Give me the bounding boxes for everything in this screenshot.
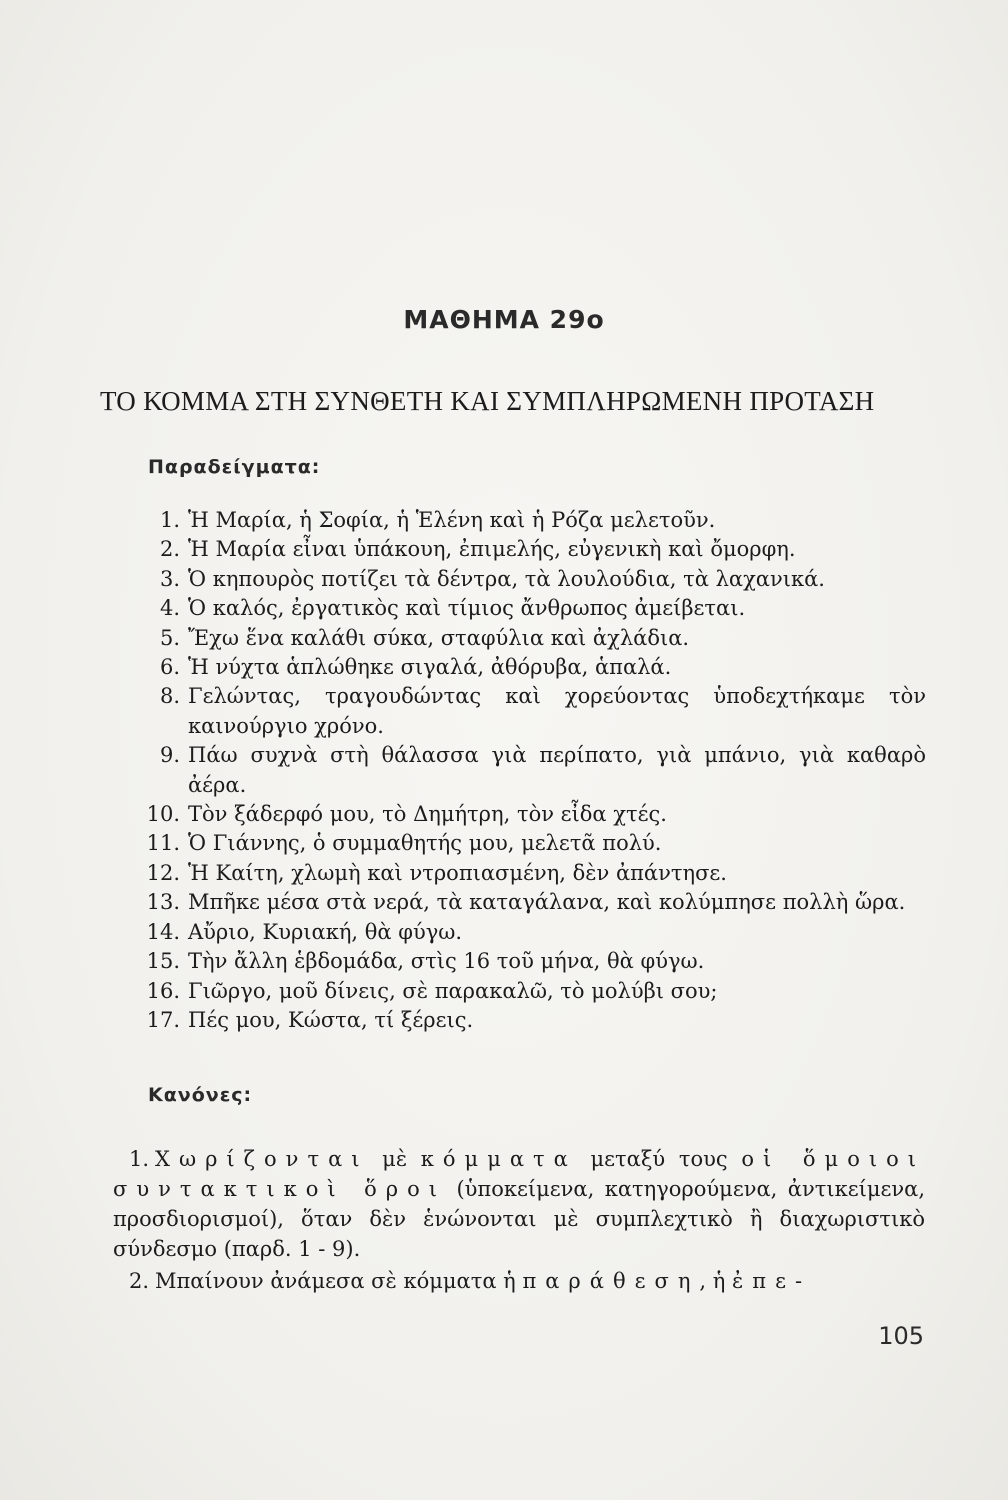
- example-number: 15.: [146, 949, 180, 974]
- example-text: Ἡ νύχτα ἁπλώθηκε σιγαλά, ἀθόρυβα, ἁπαλά.: [188, 655, 672, 680]
- example-number: 13.: [146, 890, 180, 915]
- rule-2-plain-a: Μπαίνουν ἀνάμεσα σὲ κόμματα ἡ: [155, 1269, 516, 1293]
- example-number: 16.: [146, 978, 180, 1003]
- example-item: [136, 741, 926, 800]
- lesson-title: ΜΑΘΗΜΑ 29ο: [403, 305, 605, 334]
- example-text: Ἡ Καίτη, χλωμὴ καὶ ντροπιασμένη, δὲν ἀπάντησε.: [188, 860, 727, 885]
- rule-2-spaced-b: ἐπε-: [732, 1269, 812, 1293]
- example-number: 12.: [146, 860, 180, 885]
- rule-1-rest: (ὑποκείμενα, κατηγορούμενα, ἀντικείμενα, προσδιορισμοί), ὅταν δὲν ἑνώνονται μὲ συμπλεχτικὸ ἢ διαχωριστικὸ σύνδεσμο (παρδ. 1 - 9).: [113, 1177, 925, 1261]
- example-number: 3.: [159, 566, 180, 591]
- example-number: 2.: [159, 537, 180, 562]
- rules-label: Κανόνες:: [148, 1084, 253, 1106]
- section-title: ΤΟ ΚΟΜΜΑ ΣΤΗ ΣΥΝΘΕΤΗ ΚΑΙ ΣΥΜΠΛΗΡΩΜΕΝΗ ΠΡΟΤΑΣΗ: [100, 386, 875, 416]
- example-number: 17.: [146, 1007, 180, 1032]
- example-item: [136, 859, 926, 888]
- rules-block: [113, 1144, 925, 1298]
- example-item: [136, 682, 926, 741]
- example-item: [136, 947, 926, 976]
- example-text: Αὔριο, Κυριακή, θὰ φύγω.: [188, 919, 463, 944]
- example-number: 10.: [146, 802, 180, 827]
- example-item: [136, 918, 926, 947]
- example-number: 8.: [159, 684, 180, 709]
- example-text: Ἡ Μαρία, ἡ Σοφία, ἡ Ἑλένη καὶ ἡ Ρόζα μελετοῦν.: [188, 508, 716, 532]
- example-number: 6.: [159, 655, 180, 680]
- rule-1: [113, 1144, 925, 1264]
- example-item: [136, 829, 926, 858]
- example-item: [136, 535, 926, 564]
- example-number: 14.: [146, 919, 180, 944]
- example-number: 5.: [159, 625, 180, 650]
- rule-1-spaced-b: κόμματα: [420, 1147, 577, 1171]
- example-text: Μπῆκε μέσα στὰ νερά, τὰ καταγάλανα, καὶ κολύμπησε πολλὴ ὥρα.: [188, 890, 906, 915]
- example-number: 9.: [159, 743, 180, 768]
- rule-number: 1.: [128, 1147, 149, 1171]
- example-item: [136, 565, 926, 594]
- example-number: 11.: [146, 831, 180, 856]
- example-item: [136, 624, 926, 653]
- example-number: 4.: [159, 596, 180, 621]
- page-number: 105: [878, 1322, 924, 1350]
- rule-2: [113, 1266, 925, 1296]
- example-item: [136, 594, 926, 623]
- example-text: Ὁ καλός, ἐργατικὸς καὶ τίμιος ἄνθρωπος ἀμείβεται.: [188, 596, 746, 621]
- rule-number: 2.: [128, 1269, 149, 1293]
- rule-1-plain-a: μὲ: [382, 1147, 408, 1171]
- example-text: Τὸν ξάδερφό μου, τὸ Δημήτρη, τὸν εἶδα χτές.: [188, 802, 667, 827]
- example-item: [136, 653, 926, 682]
- examples-label: Παραδείγματα:: [148, 456, 321, 478]
- example-text: Ἡ Μαρία εἶναι ὑπάκουη, ἐπιμελής, εὐγενικὴ καὶ ὄμορφη.: [188, 537, 796, 562]
- example-item: [136, 800, 926, 829]
- example-number: 1.: [159, 508, 180, 532]
- rule-2-spaced-a: παράθεση: [522, 1269, 700, 1293]
- rule-2-plain-b: , ἡ: [699, 1269, 726, 1293]
- example-text: Ὁ Γιάννης, ὁ συμμαθητής μου, μελετᾶ πολύ.: [188, 831, 662, 856]
- example-text: Ὁ κηπουρὸς ποτίζει τὰ δέντρα, τὰ λουλούδια, τὰ λαχανικά.: [188, 566, 825, 591]
- example-item: [136, 977, 926, 1006]
- rule-1-plain-b: μεταξύ τους: [590, 1147, 728, 1171]
- example-text: Τὴν ἄλλη ἑβδομάδα, στὶς 16 τοῦ μήνα, θὰ φύγω.: [188, 949, 705, 974]
- rule-1-spaced-a: Χωρίζονται: [155, 1147, 369, 1171]
- example-text: Πάω συχνὰ στὴ θάλασσα γιὰ περίπατο, γιὰ μπάνιο, γιὰ καθαρὸ ἀέρα.: [188, 743, 926, 797]
- example-text: Γελώντας, τραγουδώντας καὶ χορεύοντας ὑποδεχτήκαμε τὸν καινούργιο χρόνο.: [188, 684, 926, 738]
- examples-list: [136, 506, 926, 1035]
- example-item: [136, 506, 926, 535]
- rule-1-spaced-c: οἱ ὅμοιοι συντακτικοὶ ὅροι: [113, 1147, 925, 1201]
- example-text: Ἔχω ἕνα καλάθι σύκα, σταφύλια καὶ ἀχλάδια.: [188, 625, 690, 650]
- example-item: [136, 1006, 926, 1035]
- example-text: Πές μου, Κώστα, τί ξέρεις.: [188, 1007, 474, 1032]
- example-text: Γιῶργο, μοῦ δίνεις, σὲ παρακαλῶ, τὸ μολύβι σου;: [188, 978, 718, 1003]
- example-item: [136, 888, 926, 917]
